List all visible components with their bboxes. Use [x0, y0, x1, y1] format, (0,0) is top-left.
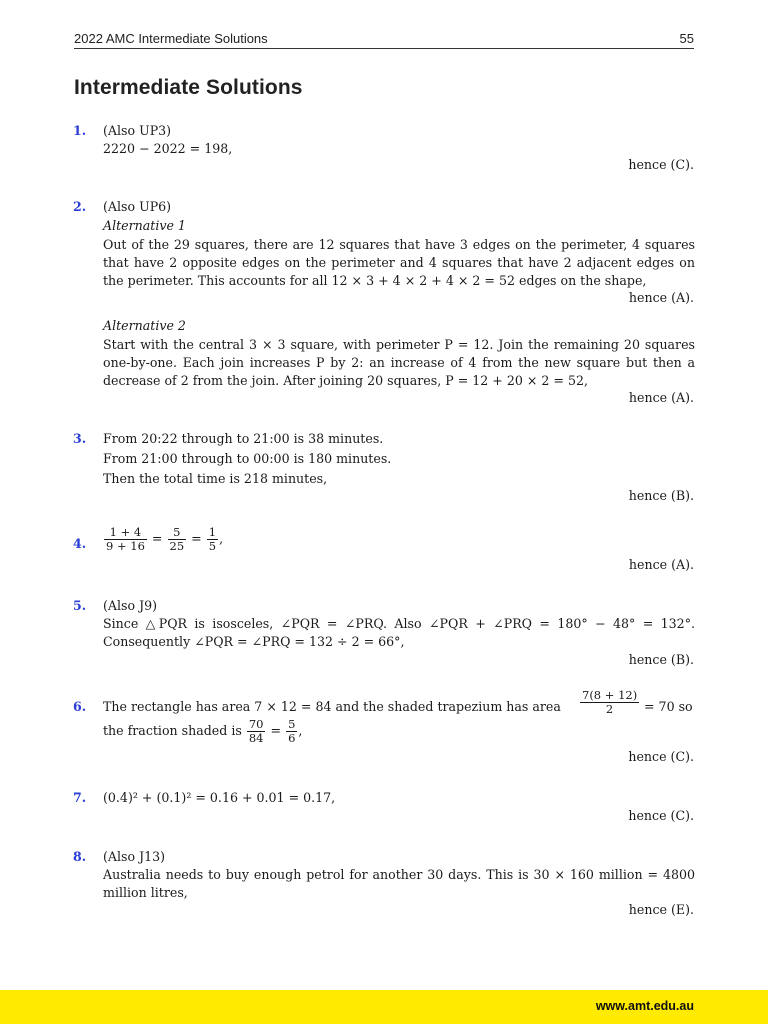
q3-line-1: From 20:22 through to 21:00 is 38 minutes.	[103, 431, 384, 446]
q8-answer: hence (E).	[628, 902, 694, 917]
footer-url-link[interactable]: www.amt.edu.au	[595, 999, 694, 1013]
question-number-3: 3.	[73, 431, 87, 446]
q2-alt1-line-3: the perimeter. This accounts for all 12 × 3 + 4 × 2 + 4 × 2 = 52 edges on the shape,	[103, 273, 647, 288]
q6-line-1-end: = 70 so	[644, 699, 693, 714]
q7-line-1: (0.4)² + (0.1)² = 0.16 + 0.01 = 0.17,	[103, 790, 336, 805]
q4-answer: hence (A).	[628, 557, 694, 572]
q2-alt1-line-1: Out of the 29 squares, there are 12 squares that have 3 edges on the perimeter, 4 squares	[103, 237, 695, 252]
q2-alt1-answer: hence (A).	[628, 290, 694, 305]
q6-trapezium-fraction: $\frac{7(8 + 12)}{2}$	[582, 688, 638, 716]
q4-fraction-2: $\frac{5}{25}$	[169, 525, 185, 553]
q2-alt2-line-1: Start with the central 3 × 3 square, with perimeter P = 12. Join the remaining 20 squares	[103, 337, 695, 352]
q2-alt2-line-3: decrease of 2 from the join. After joining 20 squares, P = 12 + 20 × 2 = 52,	[103, 373, 589, 388]
header-title: 2022 AMC Intermediate Solutions	[74, 31, 268, 46]
q5-line-3: Consequently ∠PQR = ∠PRQ = 132 ÷ 2 = 66°,	[103, 634, 405, 649]
q2-alt2-answer: hence (A).	[628, 390, 694, 405]
q4-fraction-1: $\frac{1 + 4}{9 + 16}$	[106, 525, 145, 553]
q3-line-2: From 21:00 through to 00:00 is 180 minutes.	[103, 451, 392, 466]
q2-alt2-line-2: one-by-one. Each join increases P by 2: an increase of 4 from the new square but then a	[103, 355, 695, 370]
footer-bar	[0, 990, 768, 1024]
q6-answer: hence (C).	[628, 749, 694, 764]
q2-alternative-2-heading: Alternative 2	[103, 318, 186, 333]
question-number-8: 8.	[73, 849, 87, 864]
q5-line-1: (Also J9)	[103, 598, 158, 613]
q2-alternative-1-heading: Alternative 1	[103, 218, 186, 233]
question-number-7: 7.	[73, 790, 87, 805]
page-number: 55	[679, 31, 694, 46]
q4-expression: $\frac{1 + 4}{9 + 16}$ = $\frac{5}{25}$ = $\frac{1}{5}$ ,	[106, 525, 224, 553]
q2-line-1: (Also UP6)	[103, 199, 172, 214]
question-number-4: 4.	[73, 536, 87, 551]
q6-fraction-5-6: $\frac{5}{6}$	[288, 717, 296, 745]
question-number-2: 2.	[73, 199, 87, 214]
q7-answer: hence (C).	[628, 808, 694, 823]
q2-alt1-line-2: that have 2 opposite edges on the perimeter and 4 squares that have 2 adjacent edges on	[103, 255, 695, 270]
q3-line-3: Then the total time is 218 minutes,	[103, 471, 328, 486]
question-number-1: 1.	[73, 123, 87, 138]
question-number-5: 5.	[73, 598, 87, 613]
q5-answer: hence (B).	[628, 652, 694, 667]
q5-line-2: Since △PQR is isosceles, ∠PQR = ∠PRQ. Also ∠PQR + ∠PRQ = 180° − 48° = 132°.	[103, 616, 695, 631]
q1-line-2: 2220 − 2022 = 198,	[103, 141, 233, 156]
q4-fraction-3: $\frac{1}{5}$	[208, 525, 217, 553]
q6-line-1: The rectangle has area 7 × 12 = 84 and the shaded trapezium has area	[103, 699, 561, 714]
page-title: Intermediate Solutions	[74, 76, 303, 99]
q3-answer: hence (B).	[628, 488, 694, 503]
q8-line-1: (Also J13)	[103, 849, 166, 864]
q8-line-3: million litres,	[103, 885, 188, 900]
q6-line-2: the fraction shaded is $\frac{70}{84}$ = $\frac{5}{6}$ ,	[103, 717, 303, 745]
question-number-6: 6.	[73, 699, 87, 714]
q8-line-2: Australia needs to buy enough petrol for another 30 days. This is 30 × 160 million = 4800	[103, 867, 695, 882]
q6-fraction-70-84: $\frac{70}{84}$	[248, 717, 264, 745]
q1-line-1: (Also UP3)	[103, 123, 172, 138]
q1-answer: hence (C).	[628, 157, 694, 172]
running-header	[74, 30, 694, 49]
